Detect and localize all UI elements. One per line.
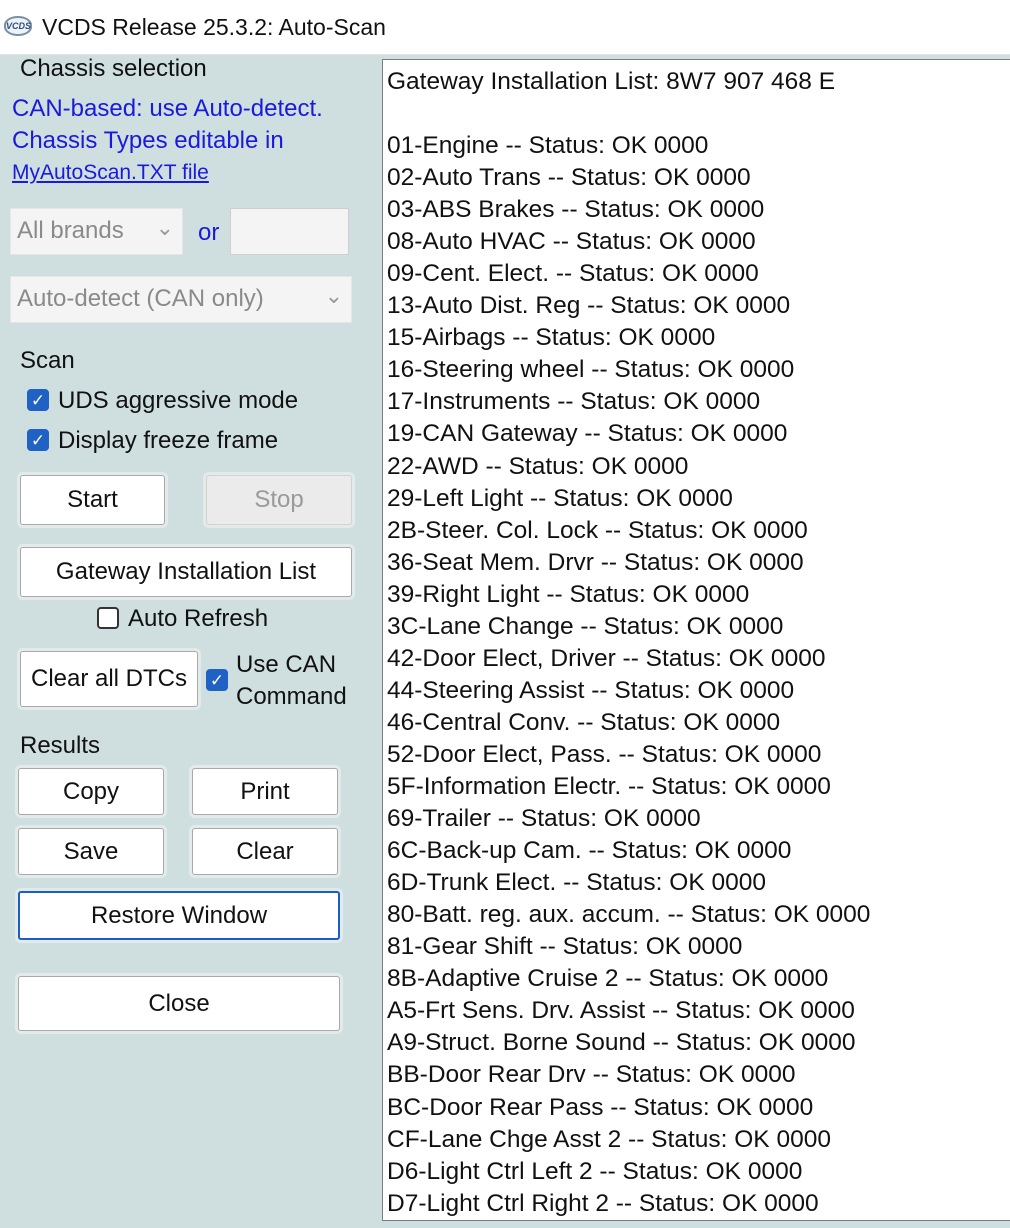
module-status-line: 15-Airbags -- Status: OK 0000 (387, 324, 716, 352)
module-status-line: 42-Door Elect, Driver -- Status: OK 0000 (387, 644, 826, 672)
module-status-line: D6-Light Ctrl Left 2 -- Status: OK 0000 (387, 1157, 803, 1185)
clear-button[interactable]: Clear (192, 828, 338, 875)
results-group-label: Results (20, 732, 101, 759)
module-status-line: 08-Auto HVAC -- Status: OK 0000 (387, 228, 756, 256)
brand-select[interactable] (10, 208, 183, 255)
chevron-down-icon: ⌄ (324, 283, 343, 308)
close-button[interactable]: Close (18, 976, 340, 1031)
chassis-type-value: Auto-detect (CAN only) (17, 285, 264, 312)
module-status-line: 16-Steering wheel -- Status: OK 0000 (387, 356, 795, 384)
use-can-command-checkbox[interactable]: ✓ (206, 669, 228, 691)
chassis-type-select[interactable] (10, 276, 352, 323)
module-status-line: 5F-Information Electr. -- Status: OK 0000 (387, 773, 831, 800)
myautoscan-link[interactable]: MyAutoScan.TXT file (12, 161, 209, 184)
uds-aggressive-label[interactable]: UDS aggressive mode (58, 387, 299, 414)
gateway-header-line: Gateway Installation List: 8W7 907 468 E (387, 68, 836, 95)
use-can-label-line1[interactable]: Use CAN (236, 651, 337, 678)
module-status-line: CF-Lane Chge Asst 2 -- Status: OK 0000 (387, 1125, 831, 1153)
module-status-line: 8B-Adaptive Cruise 2 -- Status: OK 0000 (387, 965, 829, 993)
module-status-line: 81-Gear Shift -- Status: OK 0000 (387, 933, 743, 961)
start-button[interactable]: Start (20, 475, 165, 525)
scan-group-label: Scan (20, 347, 75, 374)
module-status-line: 29-Left Light -- Status: OK 0000 (387, 484, 733, 512)
brand-select-value: All brands (17, 217, 124, 244)
clear-all-dtcs-button[interactable]: Clear all DTCs (20, 651, 198, 707)
chassis-info-line1: CAN-based: use Auto-detect. (12, 95, 323, 122)
chassis-code-input[interactable] (230, 208, 349, 255)
module-status-line: BB-Door Rear Drv -- Status: OK 0000 (387, 1061, 796, 1089)
chassis-selection-label: Chassis selection (20, 55, 207, 82)
module-status-line: BC-Door Rear Pass -- Status: OK 0000 (387, 1093, 814, 1121)
module-status-line: 02-Auto Trans -- Status: OK 0000 (387, 164, 751, 192)
module-status-line: 52-Door Elect, Pass. -- Status: OK 0000 (387, 740, 822, 768)
chevron-down-icon: ⌄ (155, 215, 174, 240)
chassis-info-line2: Chassis Types editable in (12, 127, 284, 154)
freeze-frame-checkbox[interactable]: ✓ (27, 429, 49, 451)
module-status-line: 09-Cent. Elect. -- Status: OK 0000 (387, 260, 759, 288)
results-output[interactable] (382, 59, 1010, 1221)
module-status-line: 69-Trailer -- Status: OK 0000 (387, 805, 701, 833)
gateway-installation-list-button[interactable]: Gateway Installation List (20, 547, 352, 597)
module-status-line: 36-Seat Mem. Drvr -- Status: OK 0000 (387, 548, 804, 576)
module-status-line: 80-Batt. reg. aux. accum. -- Status: OK 0000 (387, 901, 871, 929)
module-status-line: D7-Light Ctrl Right 2 -- Status: OK 0000 (387, 1189, 819, 1217)
module-status-line: 17-Instruments -- Status: OK 0000 (387, 388, 761, 416)
uds-aggressive-checkbox[interactable]: ✓ (27, 389, 49, 411)
copy-button[interactable]: Copy (18, 768, 164, 815)
or-label: or (198, 219, 220, 246)
vcds-app-icon: VCDS (4, 16, 32, 36)
print-button[interactable]: Print (192, 768, 338, 815)
module-status-line: 13-Auto Dist. Reg -- Status: OK 0000 (387, 292, 791, 320)
auto-refresh-checkbox[interactable] (97, 607, 119, 629)
module-status-line: 39-Right Light -- Status: OK 0000 (387, 580, 750, 608)
module-status-line: 01-Engine -- Status: OK 0000 (387, 132, 709, 159)
restore-window-button[interactable]: Restore Window (18, 891, 340, 940)
module-status-line: 6D-Trunk Elect. -- Status: OK 0000 (387, 869, 766, 897)
module-status-line: 46-Central Conv. -- Status: OK 0000 (387, 708, 781, 736)
module-status-line: 2B-Steer. Col. Lock -- Status: OK 0000 (387, 516, 808, 544)
module-status-line: 6C-Back-up Cam. -- Status: OK 0000 (387, 837, 792, 865)
freeze-frame-label[interactable]: Display freeze frame (58, 427, 279, 454)
window-title: VCDS Release 25.3.2: Auto-Scan (42, 14, 386, 40)
module-status-line: 22-AWD -- Status: OK 0000 (387, 452, 689, 480)
module-status-line: 3C-Lane Change -- Status: OK 0000 (387, 612, 784, 640)
save-button[interactable]: Save (18, 828, 164, 875)
stop-button[interactable]: Stop (206, 475, 352, 525)
module-status-line: 03-ABS Brakes -- Status: OK 0000 (387, 196, 765, 224)
auto-refresh-label[interactable]: Auto Refresh (128, 605, 269, 632)
module-status-line: A5-Frt Sens. Drv. Assist -- Status: OK 0000 (387, 997, 855, 1025)
module-status-line: A9-Struct. Borne Sound -- Status: OK 0000 (387, 1029, 856, 1057)
module-status-line: 44-Steering Assist -- Status: OK 0000 (387, 676, 795, 704)
module-status-line: 19-CAN Gateway -- Status: OK 0000 (387, 420, 788, 448)
use-can-label-line2[interactable]: Command (236, 683, 347, 710)
control-panel (0, 55, 376, 1228)
title-bar (0, 0, 1010, 55)
